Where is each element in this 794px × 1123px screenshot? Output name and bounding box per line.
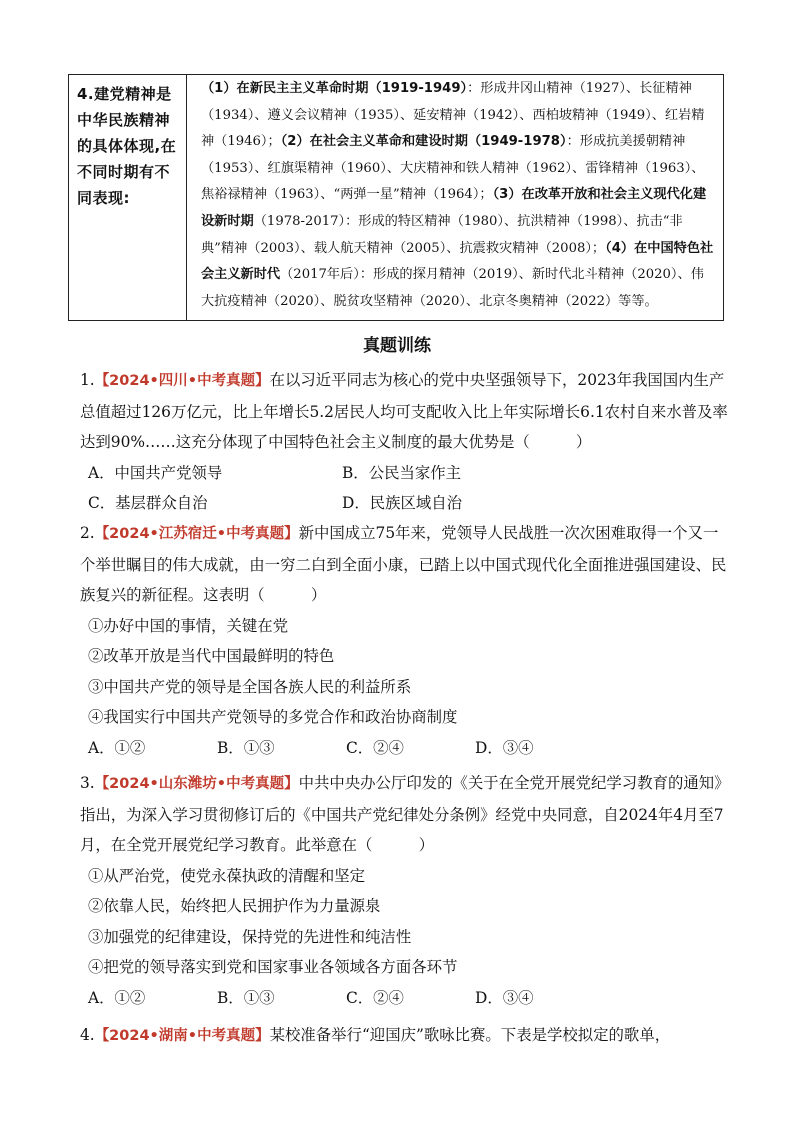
period-2-label: （2）在社会主义革命和建设时期（1949-1978）	[280, 134, 567, 150]
option-d[interactable]: D．③④	[475, 738, 534, 757]
option-a[interactable]: A．中国共产党领导	[88, 463, 223, 482]
question-source-tag: 【2024•四川•中考真题】	[94, 373, 270, 389]
statement-3: ③加强党的纪律建设，保持党的先进性和纯洁性	[88, 927, 412, 946]
period-4-label: （4）在中国特色社会主义新时代	[201, 240, 714, 283]
option-a[interactable]: A．①②	[88, 988, 146, 1007]
question-stem: 新中国成立75年来，党领导人民战胜一次次困难取得一个又一个举世瞩目的伟大成就，由一穷二白到全面小康，已踏上以中国式现代化全面推进强国建设、民族复兴的新征程。这表明（ ）	[80, 524, 727, 604]
period-4-text: （2017年后）：形成的探月精神（2019）、新时代北斗精神（2020）、伟大抗疫精神（2020）、脱贫攻坚精神（2020）、北京冬奥精神（2022）等等。	[201, 267, 704, 309]
question-source-tag: 【2024•湖南•中考真题】	[94, 1028, 270, 1044]
question-stem: 在以习近平同志为核心的党中央坚强领导下，2023年我国国内生产总值超过126万亿元，比上年增长5.2居民人均可支配收入比上年实际增长6.1农村自来水普及率达到90%……这充分体现了中国特色社会主义制度的最大优势是（ ）	[80, 371, 728, 451]
question-number: 2.	[80, 524, 95, 542]
period-1-label: （1）在新民主主义革命时期（1919-1949）	[201, 81, 468, 96]
option-b[interactable]: B．①③	[217, 738, 275, 757]
statement-1: ①从严治党，使党永葆执政的清醒和坚定	[88, 866, 366, 885]
question-source-tag: 【2024•山东潍坊•中考真题】	[94, 776, 299, 792]
period-3-text: （1978-2017）：形成的特区精神（1980）、抗洪精神（1998）、抗击“非典”精神（2003）、载人航天精神（2005）、抗震救灾精神（2008）；	[201, 213, 683, 256]
question-stem: 中共中央办公厅印发的《关于在全党开展党纪学习教育的通知》指出，为深入学习贯彻修订后的《中国共产党纪律处分条例》经党中央同意，自2024年4月至7月，在全党开展党纪学习教育。此举意在（ ）	[80, 774, 730, 854]
question-2	[80, 518, 730, 763]
option-c[interactable]: C．②④	[346, 988, 404, 1007]
question-number: 1.	[80, 371, 95, 389]
option-b[interactable]: B．①③	[217, 988, 275, 1007]
option-a[interactable]: A．①②	[88, 738, 146, 757]
question-3	[80, 768, 730, 1013]
options-row	[80, 983, 730, 1014]
options-row	[80, 458, 730, 489]
section-title: 真题训练	[363, 336, 431, 356]
period-2-text: ：形成抗美援朝精神（1953）、红旗渠精神（1960）、大庆精神和铁人精神（1962）、雷锋精神（1963）、焦裕禄精神（1963）、“两弹一星”精神（1964）；	[201, 134, 705, 203]
question-source-tag: 【2024•江苏宿迁•中考真题】	[94, 526, 299, 542]
period-1-text: ：形成井冈山精神（1927）、长征精神（1934）、遵义会议精神（1935）、延安精神（1942）、西柏坡精神（1949）、红岩精神（1946）；	[201, 81, 705, 150]
statement-1: ①办好中国的事情，关键在党	[88, 616, 289, 635]
option-c[interactable]: C．基层群众自治	[88, 494, 208, 512]
statement-4: ④我国实行中国共产党领导的多党合作和政治协商制度	[88, 708, 458, 726]
option-b[interactable]: B．公民当家作主	[342, 463, 462, 482]
question-stem: 某校准备举行“迎国庆”歌咏比赛。下表是学校拟定的歌单，	[269, 1026, 671, 1044]
period-3-label: （3）在改革开放和社会主义现代化建设新时期	[201, 187, 707, 229]
options-row	[80, 733, 730, 764]
question-number: 4.	[80, 1026, 95, 1044]
question-number: 3.	[80, 774, 95, 792]
table-right-cell	[187, 75, 723, 320]
table-left-cell: 4.建党精神是中华民族精神的具体体现,在不同时期有不同表现:	[69, 75, 187, 320]
question-1	[80, 365, 730, 519]
knowledge-table	[68, 74, 724, 321]
statement-3: ③中国共产党的领导是全国各族人民的利益所系	[88, 677, 412, 696]
option-d[interactable]: D．③④	[475, 988, 534, 1007]
option-c[interactable]: C．②④	[346, 738, 404, 757]
statement-4: ④把党的领导落实到党和国家事业各领域各方面各环节	[88, 958, 458, 976]
options-row	[80, 488, 730, 519]
option-d[interactable]: D．民族区域自治	[342, 494, 463, 512]
statement-2: ②依靠人民，始终把人民拥护作为力量源泉	[88, 897, 381, 915]
statement-2: ②改革开放是当代中国最鲜明的特色	[88, 647, 335, 665]
question-4	[80, 1020, 730, 1052]
